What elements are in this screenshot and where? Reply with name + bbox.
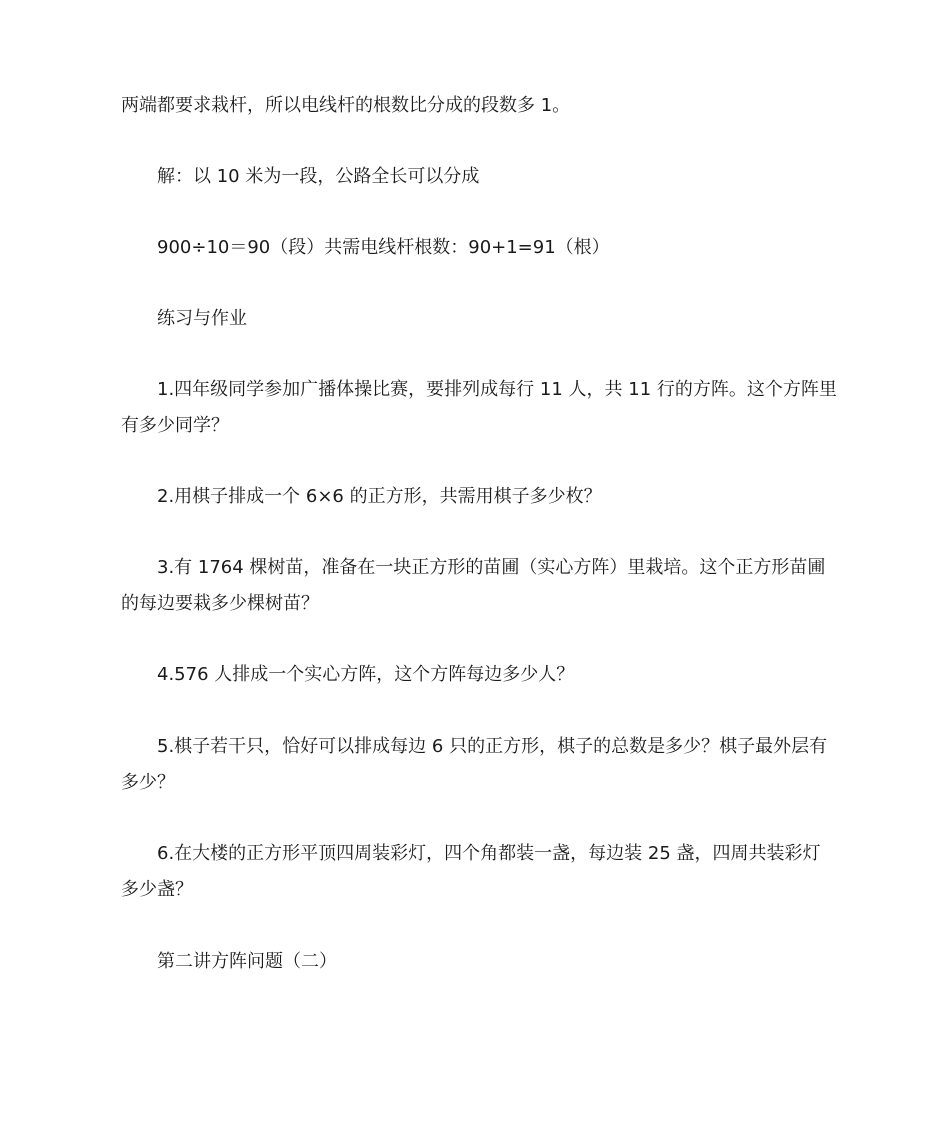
exercise-3-line-2: 的每边要栽多少棵树苗？ bbox=[121, 593, 319, 614]
text-line-solution-start: 解：以 10 米为一段，公路全长可以分成 bbox=[157, 166, 480, 187]
exercise-1-line-1: 1.四年级同学参加广播体操比赛，要排列成每行 11 人，共 11 行的方阵。这个方阵里 bbox=[157, 379, 837, 400]
text-line-solution-calc: 900÷10＝90（段）共需电线杆根数：90+1=91（根） bbox=[157, 237, 610, 258]
exercise-5-line-1: 5.棋子若干只，恰好可以排成每边 6 只的正方形，棋子的总数是多少？棋子最外层有 bbox=[157, 736, 828, 757]
exercise-2: 2.用棋子排成一个 6×6 的正方形，共需用棋子多少枚？ bbox=[157, 486, 602, 507]
section-heading-lecture-2: 第二讲方阵问题（二） bbox=[157, 951, 337, 972]
exercise-3-line-1: 3.有 1764 棵树苗，准备在一块正方形的苗圃（实心方阵）里栽培。这个正方形苗圃 bbox=[157, 557, 826, 578]
exercise-5-line-2: 多少？ bbox=[121, 772, 175, 793]
text-line-intro-conclusion: 两端都要求栽杆，所以电线杆的根数比分成的段数多 1。 bbox=[121, 95, 571, 116]
exercise-6-line-1: 6.在大楼的正方形平顶四周装彩灯，四个角都装一盏，每边装 25 盏，四周共装彩灯 bbox=[157, 843, 821, 864]
exercise-6-line-2: 多少盏？ bbox=[121, 879, 193, 900]
exercise-4: 4.576 人排成一个实心方阵，这个方阵每边多少人？ bbox=[157, 664, 575, 685]
exercise-1-line-2: 有多少同学？ bbox=[121, 415, 229, 436]
section-heading-exercises: 练习与作业 bbox=[157, 308, 247, 329]
